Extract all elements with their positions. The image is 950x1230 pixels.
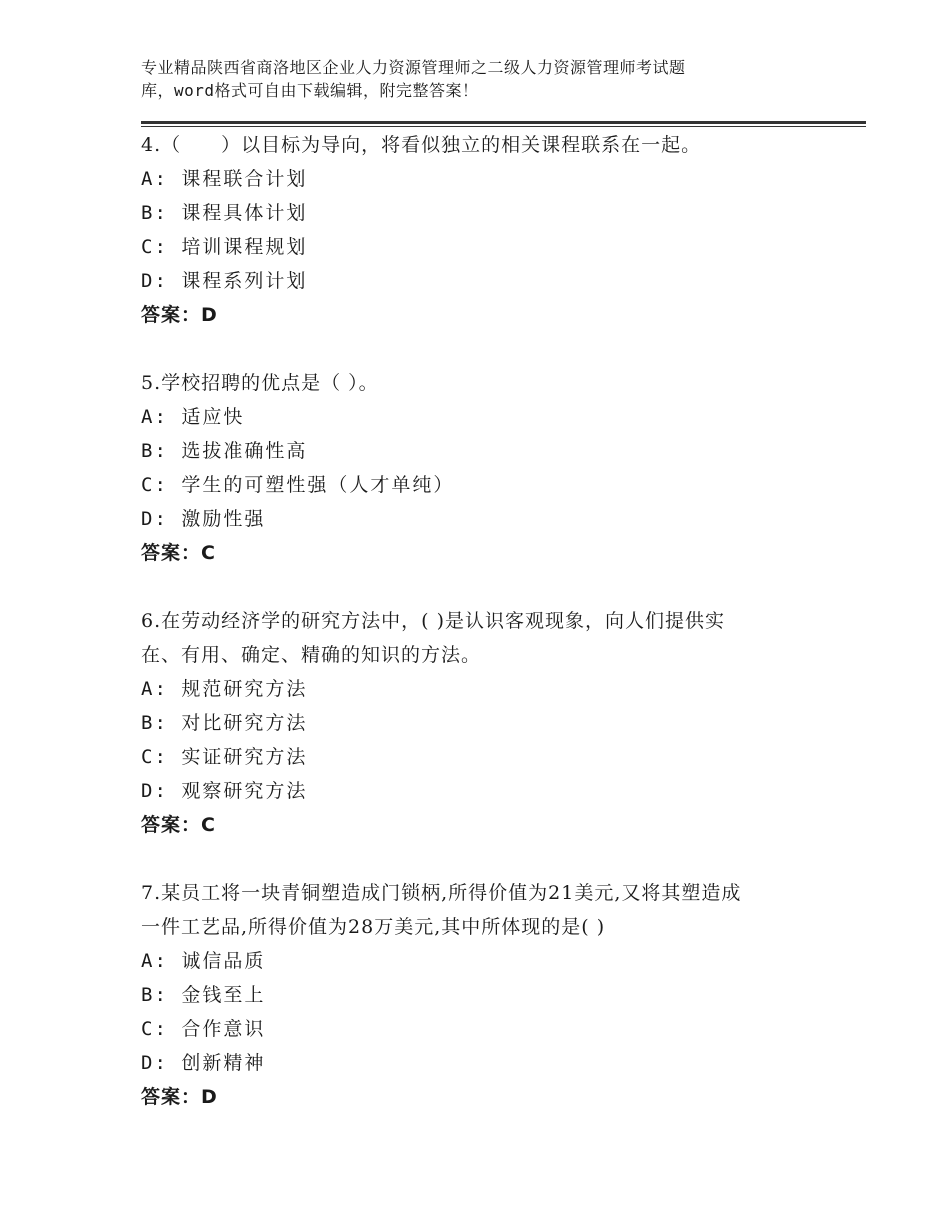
question-7 bbox=[141, 876, 841, 1114]
option-d: D: 课程系列计划 bbox=[141, 270, 308, 292]
answer: 答案：D bbox=[141, 1086, 218, 1108]
option-c: C: 实证研究方法 bbox=[141, 746, 308, 768]
option-d: D: 创新精神 bbox=[141, 1052, 266, 1074]
option-b: B: 金钱至上 bbox=[141, 984, 266, 1006]
option-b: B: 选拔准确性高 bbox=[141, 440, 308, 462]
question-4 bbox=[141, 128, 841, 332]
option-b: B: 对比研究方法 bbox=[141, 712, 308, 734]
header-rule-thin bbox=[141, 126, 866, 127]
option-c: C: 培训课程规划 bbox=[141, 236, 308, 258]
question-stem-line-1: 7.某员工将一块青铜塑造成门锁柄,所得价值为21美元,又将其塑造成 bbox=[141, 882, 742, 904]
header-rule-thick bbox=[141, 121, 866, 124]
answer: 答案：C bbox=[141, 814, 216, 836]
option-a: A: 课程联合计划 bbox=[141, 168, 308, 190]
header-line-2: 库，word格式可自由下载编辑，附完整答案！ bbox=[141, 81, 479, 100]
question-stem: 4.（ ）以目标为导向，将看似独立的相关课程联系在一起。 bbox=[141, 134, 702, 156]
question-stem-line-2: 一件工艺品,所得价值为28万美元,其中所体现的是( ) bbox=[141, 916, 606, 938]
option-a: A: 诚信品质 bbox=[141, 950, 266, 972]
option-d: D: 观察研究方法 bbox=[141, 780, 308, 802]
answer: 答案：D bbox=[141, 304, 218, 326]
question-list bbox=[141, 128, 841, 1148]
question-5 bbox=[141, 366, 841, 570]
document-header bbox=[141, 56, 841, 102]
question-stem: 5.学校招聘的优点是（ ）。 bbox=[141, 372, 379, 394]
answer: 答案：C bbox=[141, 542, 216, 564]
option-c: C: 合作意识 bbox=[141, 1018, 266, 1040]
option-c: C: 学生的可塑性强（人才单纯） bbox=[141, 474, 455, 496]
header-line-1: 专业精品陕西省商洛地区企业人力资源管理师之二级人力资源管理师考试题 bbox=[141, 58, 686, 77]
question-stem-line-2: 在、有用、确定、精确的知识的方法。 bbox=[141, 644, 482, 666]
question-6 bbox=[141, 604, 841, 842]
option-a: A: 规范研究方法 bbox=[141, 678, 308, 700]
question-stem-line-1: 6.在劳动经济学的研究方法中，( )是认识客观现象，向人们提供实 bbox=[141, 610, 725, 632]
option-d: D: 激励性强 bbox=[141, 508, 266, 530]
option-b: B: 课程具体计划 bbox=[141, 202, 308, 224]
option-a: A: 适应快 bbox=[141, 406, 245, 428]
